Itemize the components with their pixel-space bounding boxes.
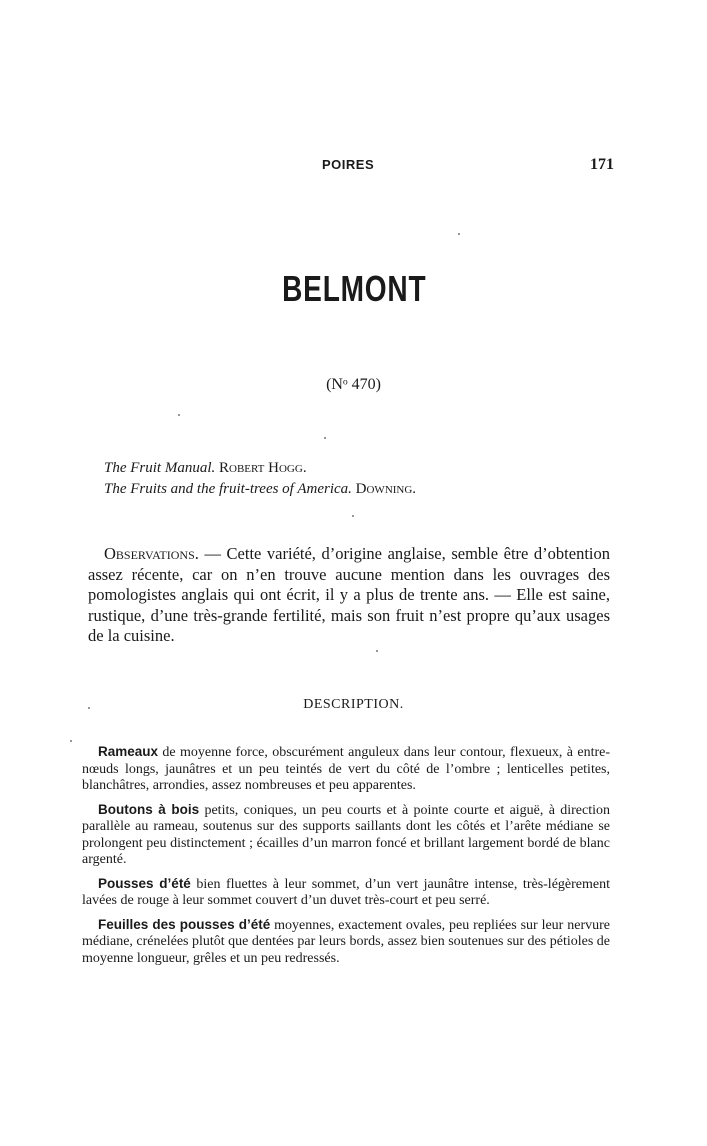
variety-title: BELMONT <box>282 268 427 309</box>
description-heading: DESCRIPTION. <box>303 697 404 712</box>
paper-speck <box>324 437 326 439</box>
description-body <box>82 744 610 974</box>
observations-label: Observations. <box>104 544 199 563</box>
paper-speck <box>70 740 72 742</box>
reference-author: Robert Hogg. <box>219 460 307 476</box>
reference-title: The Fruit Manual. <box>104 460 216 476</box>
description-text: moyennes, exactement ovales, peu repliées sur leur nervure médiane, crénelées plutôt que dentées par leurs bords, assez bien soutenues sur des pétioles de moyenne longueur, grêles et un peu redressés. <box>82 917 610 966</box>
description-text: petits, coniques, un peu courts et à pointe courte et aiguë, à direction parallèle au rameau, soutenus sur des supports saillants dont les côtés et l’arête médiane se prolongent peu distinctement ; écailles d’un marron foncé et brillant largement bordé de blanc argenté. <box>82 802 610 867</box>
observations-text: — Cette variété, d’origine anglaise, semble être d’obtention assez récente, car on n’en trouve aucune mention dans les ouvrages des pomologistes anglais qui ont écrit, il y a plus de trente ans. — Elle est saine, rustique, d’une très-grande fertilité, mais son fruit n’est propre qu’aux usages de la cuisine. <box>88 544 610 645</box>
description-paragraph-pousses <box>82 876 610 910</box>
paper-speck <box>458 233 460 235</box>
description-label: Feuilles des pousses d’été <box>98 916 271 932</box>
page-number: 171 <box>590 156 614 173</box>
description-text: bien fluettes à leur sommet, d’un vert jaunâtre intense, très-légèrement lavées de rouge à leur sommet couvert d’un duvet très-court et peu serré. <box>82 876 610 908</box>
reference-title: The Fruits and the fruit-trees of America. <box>104 481 352 497</box>
paper-speck <box>376 650 378 652</box>
running-title: POIRES <box>322 157 375 172</box>
description-paragraph-feuilles <box>82 917 610 968</box>
running-head <box>0 157 707 177</box>
description-label: Rameaux <box>98 744 159 759</box>
variety-number: (Nᵒ 470) <box>326 376 381 393</box>
references <box>104 458 604 500</box>
reference-author: Downing. <box>355 481 417 497</box>
description-label: Boutons à bois <box>98 801 200 817</box>
description-paragraph-rameaux <box>82 744 610 795</box>
reference-line <box>104 458 604 479</box>
description-label: Pousses d’été <box>98 875 191 891</box>
paper-speck <box>178 414 180 416</box>
reference-line <box>104 479 604 500</box>
observations-paragraph <box>88 544 610 647</box>
paper-speck <box>88 707 90 709</box>
paper-speck <box>352 515 354 517</box>
description-paragraph-boutons <box>82 802 610 869</box>
description-text: de moyenne force, obscurément anguleux dans leur contour, flexueux, à entre-nœuds longs, jaunâtres et un peu teintés de vert du côté de l’ombre ; lenticelles petites, blanchâtres, arrondies, assez nombreuses et peu apparentes. <box>82 745 610 793</box>
